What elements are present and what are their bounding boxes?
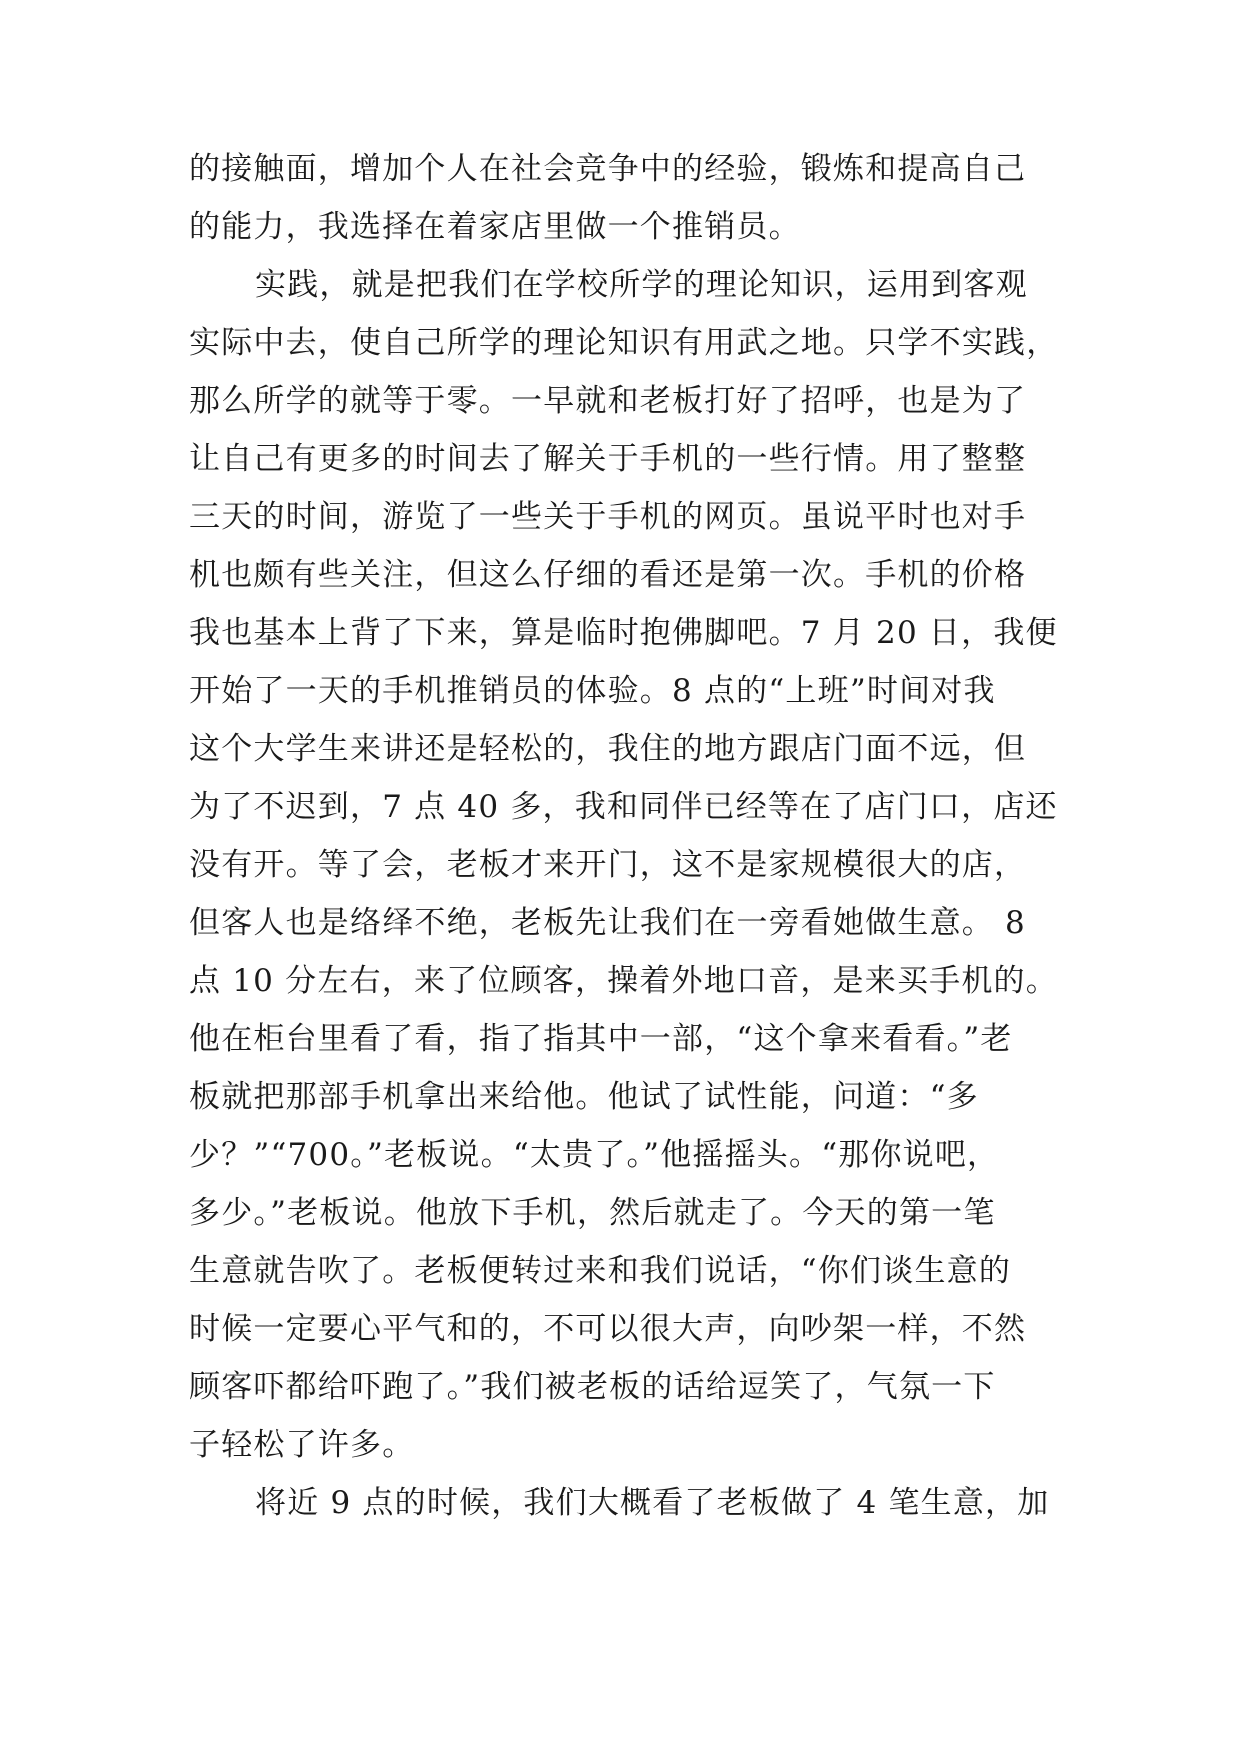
text-line: 点 10 分左右，来了位顾客，操着外地口音，是来买手机的。 <box>189 963 1058 999</box>
text-line: 为了不迟到，7 点 40 多，我和同伴已经等在了店门口，店还 <box>189 789 1058 825</box>
text-line: 我也基本上背了下来，算是临时抱佛脚吧。7 月 20 日，我便 <box>189 615 1058 651</box>
paragraph-start-line: 实践，就是把我们在学校所学的理论知识，运用到客观 <box>255 267 1028 303</box>
text-line: 但客人也是络绎不绝，老板先让我们在一旁看她做生意。 8 <box>189 905 1026 941</box>
text-line: 的接触面，增加个人在社会竞争中的经验，锻炼和提高自己 <box>189 151 1027 187</box>
text-line: 他在柜台里看了看，指了指其中一部，“这个拿来看看。”老 <box>189 1021 1013 1057</box>
text-line: 三天的时间，游览了一些关于手机的网页。虽说平时也对手 <box>189 499 1027 535</box>
text-line: 多少。”老板说。他放下手机，然后就走了。今天的第一笔 <box>189 1195 996 1231</box>
text-line: 生意就告吹了。老板便转过来和我们说话，“你们谈生意的 <box>189 1253 1012 1289</box>
text-line: 子轻松了许多。 <box>189 1427 415 1463</box>
text-line: 少？”“700。”老板说。“太贵了。”他摇摇头。“那你说吧， <box>189 1137 1000 1173</box>
text-line: 实际中去，使自己所学的理论知识有用武之地。只学不实践， <box>189 325 1059 361</box>
paragraph-start-line: 将近 9 点的时候，我们大概看了老板做了 4 笔生意，加 <box>255 1485 1050 1521</box>
text-line: 那么所学的就等于零。一早就和老板打好了招呼，也是为了 <box>189 383 1027 419</box>
body-text <box>189 140 1069 1532</box>
text-line: 板就把那部手机拿出来给他。他试了试性能，问道：“多 <box>189 1079 979 1115</box>
text-line: 没有开。等了会，老板才来开门，这不是家规模很大的店， <box>189 847 1027 883</box>
text-line: 时候一定要心平气和的，不可以很大声，向吵架一样，不然 <box>189 1311 1027 1347</box>
text-line: 这个大学生来讲还是轻松的，我住的地方跟店门面不远，但 <box>189 731 1027 767</box>
text-line: 顾客吓都给吓跑了。”我们被老板的话给逗笑了，气氛一下 <box>189 1369 996 1405</box>
text-line: 让自己有更多的时间去了解关于手机的一些行情。用了整整 <box>189 441 1027 477</box>
text-line: 的能力，我选择在着家店里做一个推销员。 <box>189 209 801 245</box>
text-line: 机也颇有些关注，但这么仔细的看还是第一次。手机的价格 <box>189 557 1027 593</box>
text-line: 开始了一天的手机推销员的体验。8 点的“上班”时间对我 <box>189 673 996 709</box>
